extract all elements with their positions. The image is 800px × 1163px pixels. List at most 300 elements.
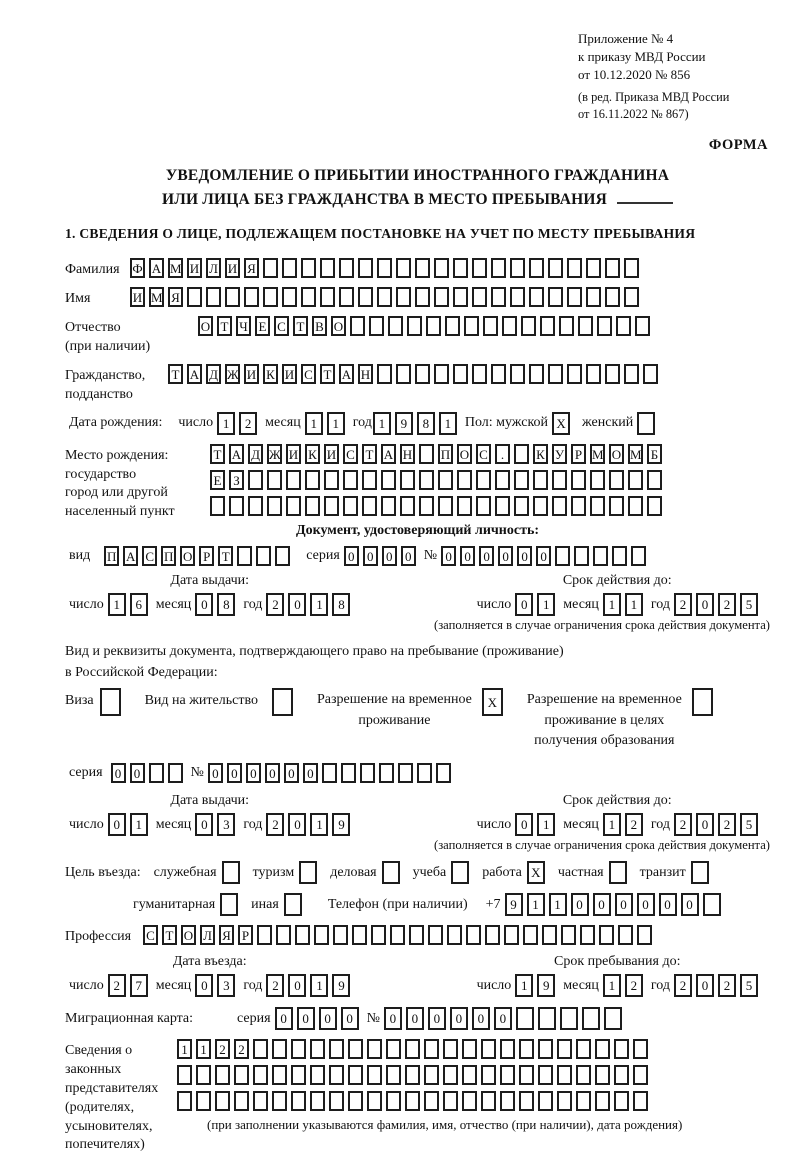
purpose-tourism-checkbox[interactable] [299,861,321,884]
char-cell[interactable] [483,316,498,336]
char-cell[interactable]: П [104,546,119,566]
char-cell[interactable] [495,470,510,490]
char-cell[interactable]: 0 [382,546,397,566]
identity-type-boxes[interactable] [104,546,294,566]
identity-expiry-month-boxes[interactable] [603,593,647,616]
char-cell[interactable] [415,287,430,307]
char-cell[interactable]: И [244,364,259,384]
char-cell[interactable] [248,470,263,490]
char-cell[interactable] [476,496,491,516]
char-cell[interactable]: 0 [401,546,416,566]
char-cell[interactable] [502,316,517,336]
char-cell[interactable]: А [123,546,138,566]
char-cell[interactable] [631,546,646,566]
char-cell[interactable]: 0 [284,763,299,783]
char-cell[interactable]: 1 [327,412,345,435]
char-cell[interactable]: 0 [593,893,611,916]
char-cell[interactable] [339,258,354,278]
char-cell[interactable] [578,316,593,336]
char-cell[interactable] [362,470,377,490]
char-cell[interactable] [388,316,403,336]
char-cell[interactable]: Т [168,364,183,384]
residence-permit-checkbox[interactable] [272,688,297,716]
char-cell[interactable]: 0 [265,763,280,783]
char-cell[interactable] [495,496,510,516]
char-cell[interactable] [560,1007,578,1030]
char-cell[interactable] [481,1039,496,1059]
char-cell[interactable] [605,287,620,307]
char-cell[interactable]: 1 [310,974,328,997]
char-cell[interactable] [447,925,462,945]
char-cell[interactable] [405,1091,420,1111]
char-cell[interactable]: К [263,364,278,384]
char-cell[interactable] [614,1039,629,1059]
char-cell[interactable] [453,258,468,278]
char-cell[interactable]: 0 [108,813,126,836]
char-cell[interactable] [586,364,601,384]
char-cell[interactable] [341,763,356,783]
char-cell[interactable] [529,287,544,307]
char-cell[interactable]: 8 [417,412,435,435]
char-cell[interactable] [396,287,411,307]
char-cell[interactable]: О [180,546,195,566]
char-cell[interactable] [633,1039,648,1059]
char-cell[interactable]: Я [168,287,183,307]
char-cell[interactable]: 0 [681,893,699,916]
stay-month-boxes[interactable] [603,974,647,997]
char-cell[interactable]: 0 [571,893,589,916]
char-cell[interactable] [234,1091,249,1111]
char-cell[interactable] [419,470,434,490]
char-cell[interactable] [177,1091,192,1111]
char-cell[interactable]: 9 [395,412,413,435]
char-cell[interactable]: 1 [603,974,621,997]
char-cell[interactable] [263,287,278,307]
char-cell[interactable]: И [324,444,339,464]
char-cell[interactable]: Т [320,364,335,384]
char-cell[interactable] [552,470,567,490]
identity-series-boxes[interactable] [344,546,420,566]
char-cell[interactable]: Б [647,444,662,464]
char-cell[interactable]: 0 [406,1007,424,1030]
char-cell[interactable] [462,1091,477,1111]
char-cell[interactable] [586,287,601,307]
char-cell[interactable] [419,496,434,516]
char-cell[interactable] [443,1091,458,1111]
char-cell[interactable] [434,287,449,307]
surname-boxes[interactable] [130,258,643,278]
char-cell[interactable]: О [609,444,624,464]
char-cell[interactable] [637,925,652,945]
char-cell[interactable] [248,496,263,516]
char-cell[interactable] [533,496,548,516]
char-cell[interactable] [548,258,563,278]
char-cell[interactable] [557,1039,572,1059]
char-cell[interactable] [510,364,525,384]
char-cell[interactable] [272,1091,287,1111]
char-cell[interactable]: 0 [195,813,213,836]
char-cell[interactable] [428,925,443,945]
char-cell[interactable] [371,925,386,945]
char-cell[interactable] [574,546,589,566]
char-cell[interactable] [491,258,506,278]
char-cell[interactable] [177,1065,192,1085]
char-cell[interactable]: Т [162,925,177,945]
char-cell[interactable] [514,470,529,490]
char-cell[interactable] [424,1091,439,1111]
char-cell[interactable]: 2 [625,813,643,836]
char-cell[interactable] [386,1065,401,1085]
stay-year-boxes[interactable] [674,974,762,997]
char-cell[interactable]: 7 [130,974,148,997]
char-cell[interactable] [386,1091,401,1111]
birth-place-row1-boxes[interactable] [210,444,666,464]
stay-day-boxes[interactable] [515,974,559,997]
char-cell[interactable] [310,1039,325,1059]
char-cell[interactable]: 8 [332,593,350,616]
given-name-boxes[interactable] [130,287,643,307]
char-cell[interactable] [352,925,367,945]
char-cell[interactable] [400,496,415,516]
char-cell[interactable] [405,1039,420,1059]
purpose-study-checkbox[interactable] [451,861,473,884]
char-cell[interactable] [457,496,472,516]
char-cell[interactable]: 0 [479,546,494,566]
representatives-row2-boxes[interactable] [177,1065,682,1085]
char-cell[interactable] [576,1039,591,1059]
char-cell[interactable] [523,925,538,945]
char-cell[interactable] [604,1007,622,1030]
char-cell[interactable] [691,861,709,884]
char-cell[interactable]: 2 [215,1039,230,1059]
char-cell[interactable]: И [282,364,297,384]
char-cell[interactable]: И [225,258,240,278]
char-cell[interactable]: 0 [195,974,213,997]
purpose-business-checkbox[interactable] [382,861,404,884]
entry-month-boxes[interactable] [195,974,239,997]
char-cell[interactable]: 0 [637,893,655,916]
char-cell[interactable] [692,688,713,716]
char-cell[interactable]: З [229,470,244,490]
char-cell[interactable] [253,1039,268,1059]
char-cell[interactable] [599,925,614,945]
purpose-private-checkbox[interactable] [609,861,631,884]
char-cell[interactable]: О [331,316,346,336]
char-cell[interactable]: 9 [332,974,350,997]
char-cell[interactable]: 1 [515,974,533,997]
char-cell[interactable] [256,546,271,566]
char-cell[interactable] [548,287,563,307]
char-cell[interactable] [305,470,320,490]
char-cell[interactable] [466,925,481,945]
char-cell[interactable]: 0 [297,1007,315,1030]
char-cell[interactable]: О [198,316,213,336]
char-cell[interactable] [533,470,548,490]
char-cell[interactable] [612,546,627,566]
char-cell[interactable] [647,496,662,516]
char-cell[interactable]: В [312,316,327,336]
char-cell[interactable]: 3 [217,974,235,997]
char-cell[interactable]: А [381,444,396,464]
sex-male-checkbox[interactable] [552,412,574,435]
residence-series-boxes[interactable] [111,763,187,783]
char-cell[interactable] [624,364,639,384]
char-cell[interactable] [519,1065,534,1085]
char-cell[interactable] [286,470,301,490]
char-cell[interactable] [529,364,544,384]
phone-boxes[interactable] [505,893,725,916]
char-cell[interactable]: Р [199,546,214,566]
char-cell[interactable] [609,496,624,516]
birth-year-boxes[interactable] [373,412,461,435]
char-cell[interactable]: С [476,444,491,464]
char-cell[interactable]: X [482,688,503,716]
char-cell[interactable] [329,1039,344,1059]
char-cell[interactable] [237,546,252,566]
char-cell[interactable]: 1 [527,893,545,916]
char-cell[interactable] [438,496,453,516]
char-cell[interactable] [295,925,310,945]
purpose-transit-checkbox[interactable] [691,861,713,884]
char-cell[interactable] [381,470,396,490]
temp-residence-checkbox[interactable] [482,688,507,716]
char-cell[interactable] [360,763,375,783]
char-cell[interactable] [643,364,658,384]
char-cell[interactable] [210,496,225,516]
profession-boxes[interactable] [143,925,656,945]
char-cell[interactable] [276,925,291,945]
char-cell[interactable] [322,763,337,783]
char-cell[interactable] [567,258,582,278]
char-cell[interactable] [419,444,434,464]
char-cell[interactable]: Ж [267,444,282,464]
char-cell[interactable] [590,496,605,516]
char-cell[interactable] [514,496,529,516]
char-cell[interactable] [299,861,317,884]
char-cell[interactable] [196,1065,211,1085]
char-cell[interactable] [196,1091,211,1111]
char-cell[interactable] [485,925,500,945]
char-cell[interactable] [453,364,468,384]
char-cell[interactable]: Р [238,925,253,945]
residence-issue-month-boxes[interactable] [195,813,239,836]
char-cell[interactable] [519,1091,534,1111]
char-cell[interactable]: 0 [696,974,714,997]
char-cell[interactable] [291,1039,306,1059]
char-cell[interactable] [424,1065,439,1085]
char-cell[interactable] [548,364,563,384]
char-cell[interactable] [637,412,655,435]
char-cell[interactable]: 6 [130,593,148,616]
char-cell[interactable]: 1 [196,1039,211,1059]
char-cell[interactable] [275,546,290,566]
char-cell[interactable] [229,496,244,516]
char-cell[interactable] [552,496,567,516]
char-cell[interactable] [291,1065,306,1085]
char-cell[interactable] [590,470,605,490]
char-cell[interactable]: 9 [505,893,523,916]
char-cell[interactable]: 2 [266,813,284,836]
char-cell[interactable]: 0 [288,974,306,997]
char-cell[interactable] [234,1065,249,1085]
char-cell[interactable]: 2 [625,974,643,997]
entry-day-boxes[interactable] [108,974,152,997]
char-cell[interactable] [434,258,449,278]
representatives-row1-boxes[interactable] [177,1039,682,1059]
char-cell[interactable] [377,364,392,384]
char-cell[interactable] [362,496,377,516]
char-cell[interactable] [472,258,487,278]
char-cell[interactable]: У [552,444,567,464]
char-cell[interactable] [451,861,469,884]
char-cell[interactable]: 2 [718,813,736,836]
char-cell[interactable]: А [149,258,164,278]
char-cell[interactable]: 0 [472,1007,490,1030]
char-cell[interactable] [225,287,240,307]
purpose-other-checkbox[interactable] [284,893,306,916]
char-cell[interactable]: 1 [537,813,555,836]
char-cell[interactable]: 0 [288,593,306,616]
char-cell[interactable] [390,925,405,945]
char-cell[interactable] [472,287,487,307]
char-cell[interactable]: 0 [195,593,213,616]
char-cell[interactable] [614,1065,629,1085]
visa-checkbox[interactable] [100,688,125,716]
char-cell[interactable]: 2 [718,593,736,616]
char-cell[interactable] [257,925,272,945]
char-cell[interactable]: 0 [494,1007,512,1030]
residence-expiry-year-boxes[interactable] [674,813,762,836]
char-cell[interactable] [457,470,472,490]
char-cell[interactable]: 0 [303,763,318,783]
char-cell[interactable] [367,1065,382,1085]
char-cell[interactable] [343,470,358,490]
migration-series-boxes[interactable] [275,1007,363,1030]
char-cell[interactable] [282,287,297,307]
char-cell[interactable] [538,1065,553,1085]
char-cell[interactable]: 0 [517,546,532,566]
char-cell[interactable]: 8 [217,593,235,616]
char-cell[interactable]: К [305,444,320,464]
char-cell[interactable]: 0 [384,1007,402,1030]
residence-issue-day-boxes[interactable] [108,813,152,836]
char-cell[interactable] [504,925,519,945]
char-cell[interactable] [305,496,320,516]
birth-day-boxes[interactable] [217,412,261,435]
char-cell[interactable]: 9 [537,974,555,997]
char-cell[interactable]: Т [217,316,232,336]
char-cell[interactable] [538,1039,553,1059]
char-cell[interactable]: 1 [603,593,621,616]
char-cell[interactable] [286,496,301,516]
char-cell[interactable]: Т [362,444,377,464]
char-cell[interactable] [415,364,430,384]
identity-issue-month-boxes[interactable] [195,593,239,616]
identity-number-boxes[interactable] [441,546,650,566]
char-cell[interactable]: 2 [674,974,692,997]
char-cell[interactable] [472,364,487,384]
char-cell[interactable]: 0 [441,546,456,566]
char-cell[interactable] [438,470,453,490]
char-cell[interactable] [443,1039,458,1059]
char-cell[interactable]: М [590,444,605,464]
char-cell[interactable] [329,1065,344,1085]
identity-issue-year-boxes[interactable] [266,593,354,616]
char-cell[interactable]: С [301,364,316,384]
char-cell[interactable] [633,1065,648,1085]
char-cell[interactable] [407,316,422,336]
char-cell[interactable] [215,1091,230,1111]
char-cell[interactable]: 2 [234,1039,249,1059]
birth-place-row3-boxes[interactable] [210,496,666,516]
identity-expiry-year-boxes[interactable] [674,593,762,616]
char-cell[interactable] [267,470,282,490]
char-cell[interactable]: М [168,258,183,278]
char-cell[interactable]: Д [248,444,263,464]
char-cell[interactable] [593,546,608,566]
char-cell[interactable] [519,1039,534,1059]
char-cell[interactable]: 2 [718,974,736,997]
char-cell[interactable]: Я [244,258,259,278]
char-cell[interactable]: 0 [428,1007,446,1030]
char-cell[interactable] [540,316,555,336]
representatives-row3-boxes[interactable] [177,1091,682,1111]
char-cell[interactable]: 1 [108,593,126,616]
entry-year-boxes[interactable] [266,974,354,997]
char-cell[interactable] [284,893,302,916]
char-cell[interactable] [595,1065,610,1085]
char-cell[interactable]: 1 [310,593,328,616]
char-cell[interactable] [263,258,278,278]
char-cell[interactable]: 0 [111,763,126,783]
char-cell[interactable] [582,1007,600,1030]
char-cell[interactable]: 1 [130,813,148,836]
char-cell[interactable] [443,1065,458,1085]
char-cell[interactable]: Е [255,316,270,336]
char-cell[interactable] [348,1091,363,1111]
char-cell[interactable]: 0 [659,893,677,916]
char-cell[interactable] [500,1039,515,1059]
char-cell[interactable] [314,925,329,945]
char-cell[interactable] [324,470,339,490]
char-cell[interactable]: 1 [373,412,391,435]
char-cell[interactable] [576,1065,591,1085]
temp-residence-education-checkbox[interactable] [692,688,717,716]
char-cell[interactable] [386,1039,401,1059]
char-cell[interactable]: Н [400,444,415,464]
char-cell[interactable] [382,861,400,884]
char-cell[interactable] [396,364,411,384]
char-cell[interactable] [253,1065,268,1085]
char-cell[interactable]: Р [571,444,586,464]
char-cell[interactable] [267,496,282,516]
char-cell[interactable]: 1 [439,412,457,435]
char-cell[interactable]: 0 [363,546,378,566]
purpose-humanitarian-checkbox[interactable] [220,893,242,916]
char-cell[interactable] [424,1039,439,1059]
char-cell[interactable]: 1 [537,593,555,616]
char-cell[interactable]: Т [210,444,225,464]
char-cell[interactable] [516,1007,534,1030]
citizenship-boxes[interactable] [168,364,662,384]
char-cell[interactable] [521,316,536,336]
char-cell[interactable] [222,861,240,884]
char-cell[interactable]: 1 [625,593,643,616]
char-cell[interactable] [609,470,624,490]
char-cell[interactable] [415,258,430,278]
char-cell[interactable]: 0 [275,1007,293,1030]
char-cell[interactable] [244,287,259,307]
